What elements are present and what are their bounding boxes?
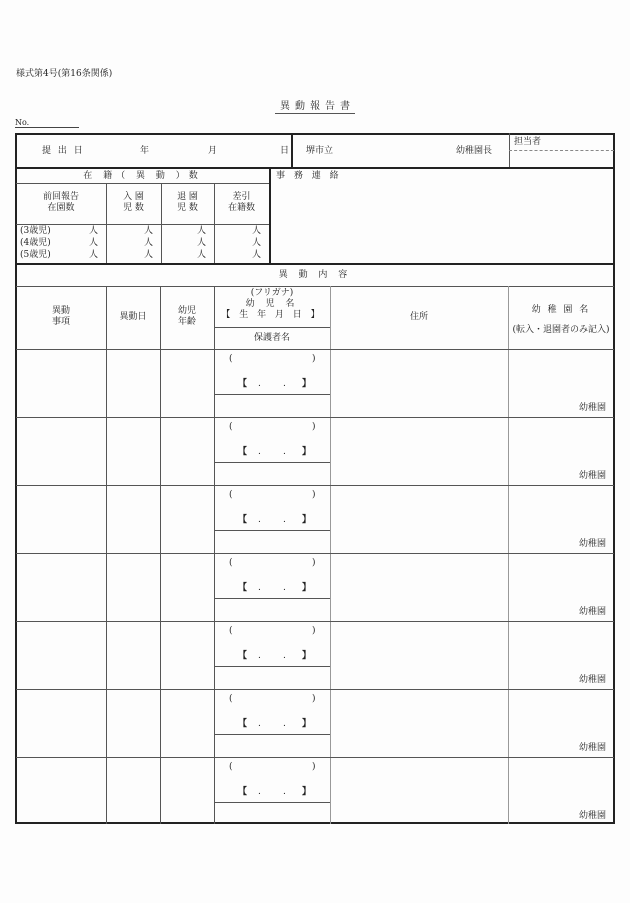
child-age-cell[interactable] <box>161 485 214 553</box>
month-label: 月 <box>208 146 218 156</box>
address-field[interactable] <box>331 757 508 825</box>
change-date-cell[interactable] <box>107 621 160 689</box>
enrollment-title: 在 籍（ 異 動 ）数 <box>83 171 202 181</box>
change-date-cell[interactable] <box>107 757 160 825</box>
guardian-name-header: 保護者名 <box>253 333 290 343</box>
birthdate-close: 】 <box>302 447 312 457</box>
divider <box>214 327 330 328</box>
child-age-cell[interactable] <box>161 417 214 485</box>
child-name-field[interactable] <box>215 485 330 530</box>
guardian-name-field[interactable] <box>215 599 330 621</box>
changes-title: 異 動 内 容 <box>278 270 352 280</box>
count-unit-field[interactable]: 人 <box>89 238 99 248</box>
change-date-cell[interactable] <box>107 485 160 553</box>
age-group-label: (5歳児) <box>20 250 51 260</box>
change-date-cell[interactable] <box>107 417 160 485</box>
change-item-cell[interactable] <box>16 485 106 553</box>
birthdate-dot: . <box>258 447 261 457</box>
submit-date-label: 提 出 日 <box>42 146 85 156</box>
birthdate-dot: . <box>258 583 261 593</box>
principal-label: 幼稚園長 <box>456 146 493 156</box>
net-count-header: 差引 在籍数 <box>227 192 255 213</box>
guardian-name-field[interactable] <box>215 803 330 825</box>
form-number: 様式第4号(第16条関係) <box>16 69 113 79</box>
kindergarten-name-header: 幼 稚 園 名 <box>531 305 591 315</box>
birthdate-open: 【 <box>238 651 248 661</box>
birthdate-dot: . <box>258 719 261 729</box>
address-field[interactable] <box>331 553 508 621</box>
entered-count-header: 入 園 児 数 <box>123 192 144 213</box>
divider <box>15 263 615 265</box>
kindergarten-name-field[interactable] <box>509 417 614 485</box>
kindergarten-suffix: 幼稚園 <box>579 471 607 481</box>
birthdate-close: 】 <box>302 719 312 729</box>
count-unit-field[interactable]: 人 <box>252 238 262 248</box>
birthdate-dot: . <box>283 787 286 797</box>
birthdate-dot: . <box>258 515 261 525</box>
kindergarten-name-field[interactable] <box>509 757 614 825</box>
count-unit-field[interactable]: 人 <box>197 250 207 260</box>
birthdate-open: 【 <box>238 787 248 797</box>
kindergarten-name-field[interactable] <box>509 485 614 553</box>
birthdate-dot: . <box>283 719 286 729</box>
birthdate-dot: . <box>283 447 286 457</box>
birthdate-dot: . <box>283 651 286 661</box>
birthdate-dot: . <box>283 583 286 593</box>
count-unit-field[interactable]: 人 <box>252 250 262 260</box>
office-contact-label: 事 務 連 絡 <box>276 171 342 181</box>
kindergarten-name-field[interactable] <box>509 553 614 621</box>
divider <box>291 133 293 168</box>
child-age-cell[interactable] <box>161 621 214 689</box>
birthdate-open: 【 <box>238 379 248 389</box>
guardian-name-field[interactable] <box>215 735 330 757</box>
count-unit-field[interactable]: 人 <box>144 238 154 248</box>
kindergarten-name-field[interactable] <box>509 621 614 689</box>
child-name-field[interactable] <box>215 621 330 666</box>
divider <box>15 167 615 169</box>
change-item-cell[interactable] <box>16 553 106 621</box>
address-field[interactable] <box>331 621 508 689</box>
change-date-cell[interactable] <box>107 553 160 621</box>
address-field[interactable] <box>331 485 508 553</box>
change-item-header: 異動 事項 <box>51 306 70 327</box>
child-name-field[interactable] <box>215 417 330 462</box>
change-item-cell[interactable] <box>16 689 106 757</box>
child-name-field[interactable] <box>215 349 330 394</box>
furigana-close: ) <box>312 694 316 704</box>
count-unit-field[interactable]: 人 <box>89 250 99 260</box>
furigana-open: ( <box>229 694 233 704</box>
birthdate-dot: . <box>283 379 286 389</box>
year-label: 年 <box>140 146 150 156</box>
kindergarten-suffix: 幼稚園 <box>579 811 607 821</box>
child-name-field[interactable] <box>215 757 330 802</box>
birthdate-open: 【 <box>238 515 248 525</box>
guardian-name-field[interactable] <box>215 667 330 689</box>
change-date-cell[interactable] <box>107 689 160 757</box>
person-in-charge-label: 担当者 <box>514 137 542 147</box>
birthdate-open: 【 <box>238 719 248 729</box>
birthdate-close: 】 <box>302 515 312 525</box>
kindergarten-name-field[interactable] <box>509 689 614 757</box>
child-age-cell[interactable] <box>161 349 214 417</box>
count-unit-field[interactable]: 人 <box>89 226 99 236</box>
furigana-close: ) <box>312 762 316 772</box>
age-group-label: (3歳児) <box>20 226 51 236</box>
change-item-cell[interactable] <box>16 417 106 485</box>
child-age-header: 幼児 年齢 <box>177 306 196 327</box>
child-age-cell[interactable] <box>161 689 214 757</box>
kindergarten-suffix: 幼稚園 <box>579 607 607 617</box>
furigana-open: ( <box>229 558 233 568</box>
birthdate-dot: . <box>258 787 261 797</box>
child-name-header: (フリガナ) 幼 児 名 【 生 年 月 日 】 <box>221 288 323 320</box>
document-title: 異動報告書 <box>0 97 630 112</box>
kindergarten-name-field[interactable] <box>509 349 614 417</box>
birthdate-open: 【 <box>238 447 248 457</box>
address-field[interactable] <box>331 417 508 485</box>
count-unit-field[interactable]: 人 <box>197 226 207 236</box>
address-header: 住所 <box>409 312 428 322</box>
count-unit-field[interactable]: 人 <box>144 226 154 236</box>
birthdate-open: 【 <box>238 583 248 593</box>
birthdate-close: 】 <box>302 651 312 661</box>
child-age-cell[interactable] <box>161 553 214 621</box>
guardian-name-field[interactable] <box>215 531 330 553</box>
birthdate-close: 】 <box>302 379 312 389</box>
kindergarten-suffix: 幼稚園 <box>579 675 607 685</box>
kindergarten-suffix: 幼稚園 <box>579 539 607 549</box>
divider <box>269 168 271 263</box>
birthdate-close: 】 <box>302 583 312 593</box>
furigana-close: ) <box>312 422 316 432</box>
furigana-open: ( <box>229 354 233 364</box>
change-date-header: 異動日 <box>119 312 147 322</box>
furigana-close: ) <box>312 558 316 568</box>
child-age-cell[interactable] <box>161 757 214 825</box>
withdrawn-count-header: 退 園 児 数 <box>177 192 198 213</box>
kindergarten-note: (転入・退園者のみ記入) <box>512 325 610 335</box>
birthdate-dot: . <box>258 651 261 661</box>
divider <box>509 150 614 151</box>
furigana-close: ) <box>312 354 316 364</box>
day-label: 日 <box>280 146 290 156</box>
birthdate-close: 】 <box>302 787 312 797</box>
birthdate-dot: . <box>258 379 261 389</box>
furigana-open: ( <box>229 490 233 500</box>
furigana-open: ( <box>229 422 233 432</box>
document-number-field[interactable]: No. <box>15 118 79 128</box>
count-unit-field[interactable]: 人 <box>252 226 262 236</box>
furigana-close: ) <box>312 490 316 500</box>
divider <box>16 224 269 225</box>
furigana-open: ( <box>229 762 233 772</box>
address-field[interactable] <box>331 689 508 757</box>
change-item-cell[interactable] <box>16 621 106 689</box>
birthdate-dot: . <box>283 515 286 525</box>
change-date-cell[interactable] <box>107 349 160 417</box>
child-name-field[interactable] <box>215 553 330 598</box>
furigana-close: ) <box>312 626 316 636</box>
guardian-name-field[interactable] <box>215 463 330 485</box>
age-group-label: (4歳児) <box>20 238 51 248</box>
change-item-cell[interactable] <box>16 349 106 417</box>
kindergarten-suffix: 幼稚園 <box>579 403 607 413</box>
change-item-cell[interactable] <box>16 757 106 825</box>
address-field[interactable] <box>331 349 508 417</box>
city-label: 堺市立 <box>306 146 334 156</box>
guardian-name-field[interactable] <box>215 395 330 417</box>
furigana-open: ( <box>229 626 233 636</box>
child-name-field[interactable] <box>215 689 330 734</box>
count-unit-field[interactable]: 人 <box>197 238 207 248</box>
divider <box>16 183 269 184</box>
count-unit-field[interactable]: 人 <box>144 250 154 260</box>
prev-count-header: 前回報告 在園数 <box>42 192 79 213</box>
kindergarten-suffix: 幼稚園 <box>579 743 607 753</box>
